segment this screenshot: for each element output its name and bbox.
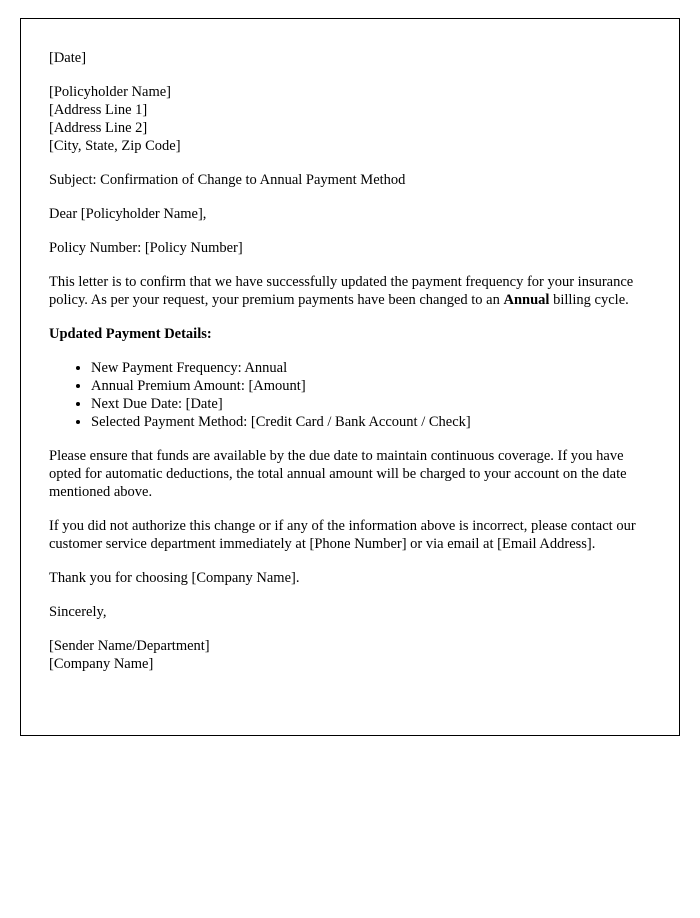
closing-line: Sincerely, bbox=[49, 604, 107, 620]
letter-date: [Date] bbox=[49, 50, 87, 66]
intro-text-pre: This letter is to confirm that we have successfully updated the payment frequency for your insurance policy. As per your request, your premium payments have been changed to an bbox=[49, 274, 634, 308]
recipient-address-line-2: [Address Line 2] bbox=[49, 120, 148, 136]
recipient-name: [Policyholder Name] bbox=[49, 84, 172, 100]
signature-sender: [Sender Name/Department] bbox=[49, 638, 210, 654]
intro-text-bold-annual: Annual bbox=[503, 292, 550, 308]
thanks-line: Thank you for choosing [Company Name]. bbox=[49, 570, 300, 586]
list-item-premium-amount: • Annual Premium Amount: [Amount] bbox=[91, 377, 651, 395]
signature-company: [Company Name] bbox=[49, 656, 154, 672]
list-item-next-due-date: • Next Due Date: [Date] bbox=[91, 395, 651, 413]
list-item-payment-method: • Selected Payment Method: [Credit Card / Bank Account / Check] bbox=[91, 413, 651, 431]
policy-number-line: Policy Number: [Policy Number] bbox=[49, 240, 243, 256]
recipient-address-block bbox=[49, 83, 651, 155]
recipient-city-state-zip: [City, State, Zip Code] bbox=[49, 138, 181, 154]
salutation: Dear [Policyholder Name], bbox=[49, 206, 207, 222]
payment-details-heading: Updated Payment Details: bbox=[49, 326, 212, 342]
letter-page bbox=[20, 18, 680, 736]
intro-text-post: billing cycle. bbox=[549, 292, 629, 308]
funds-paragraph: Please ensure that funds are available by the due date to maintain continuous coverage. If you have opted for automatic deductions, the total annual amount will be charged to your account on the date mentioned above. bbox=[49, 448, 627, 500]
list-item-payment-frequency: • New Payment Frequency: Annual bbox=[91, 359, 651, 377]
intro-paragraph bbox=[49, 273, 651, 309]
payment-details-list bbox=[49, 359, 651, 431]
recipient-address-line-1: [Address Line 1] bbox=[49, 102, 148, 118]
signature-block bbox=[49, 637, 651, 673]
subject-line: Subject: Confirmation of Change to Annual Payment Method bbox=[49, 172, 406, 188]
authorization-paragraph: If you did not authorize this change or if any of the information above is incorrect, please contact our customer service department immediately at [Phone Number] or via email at [Email Address]. bbox=[49, 518, 636, 552]
